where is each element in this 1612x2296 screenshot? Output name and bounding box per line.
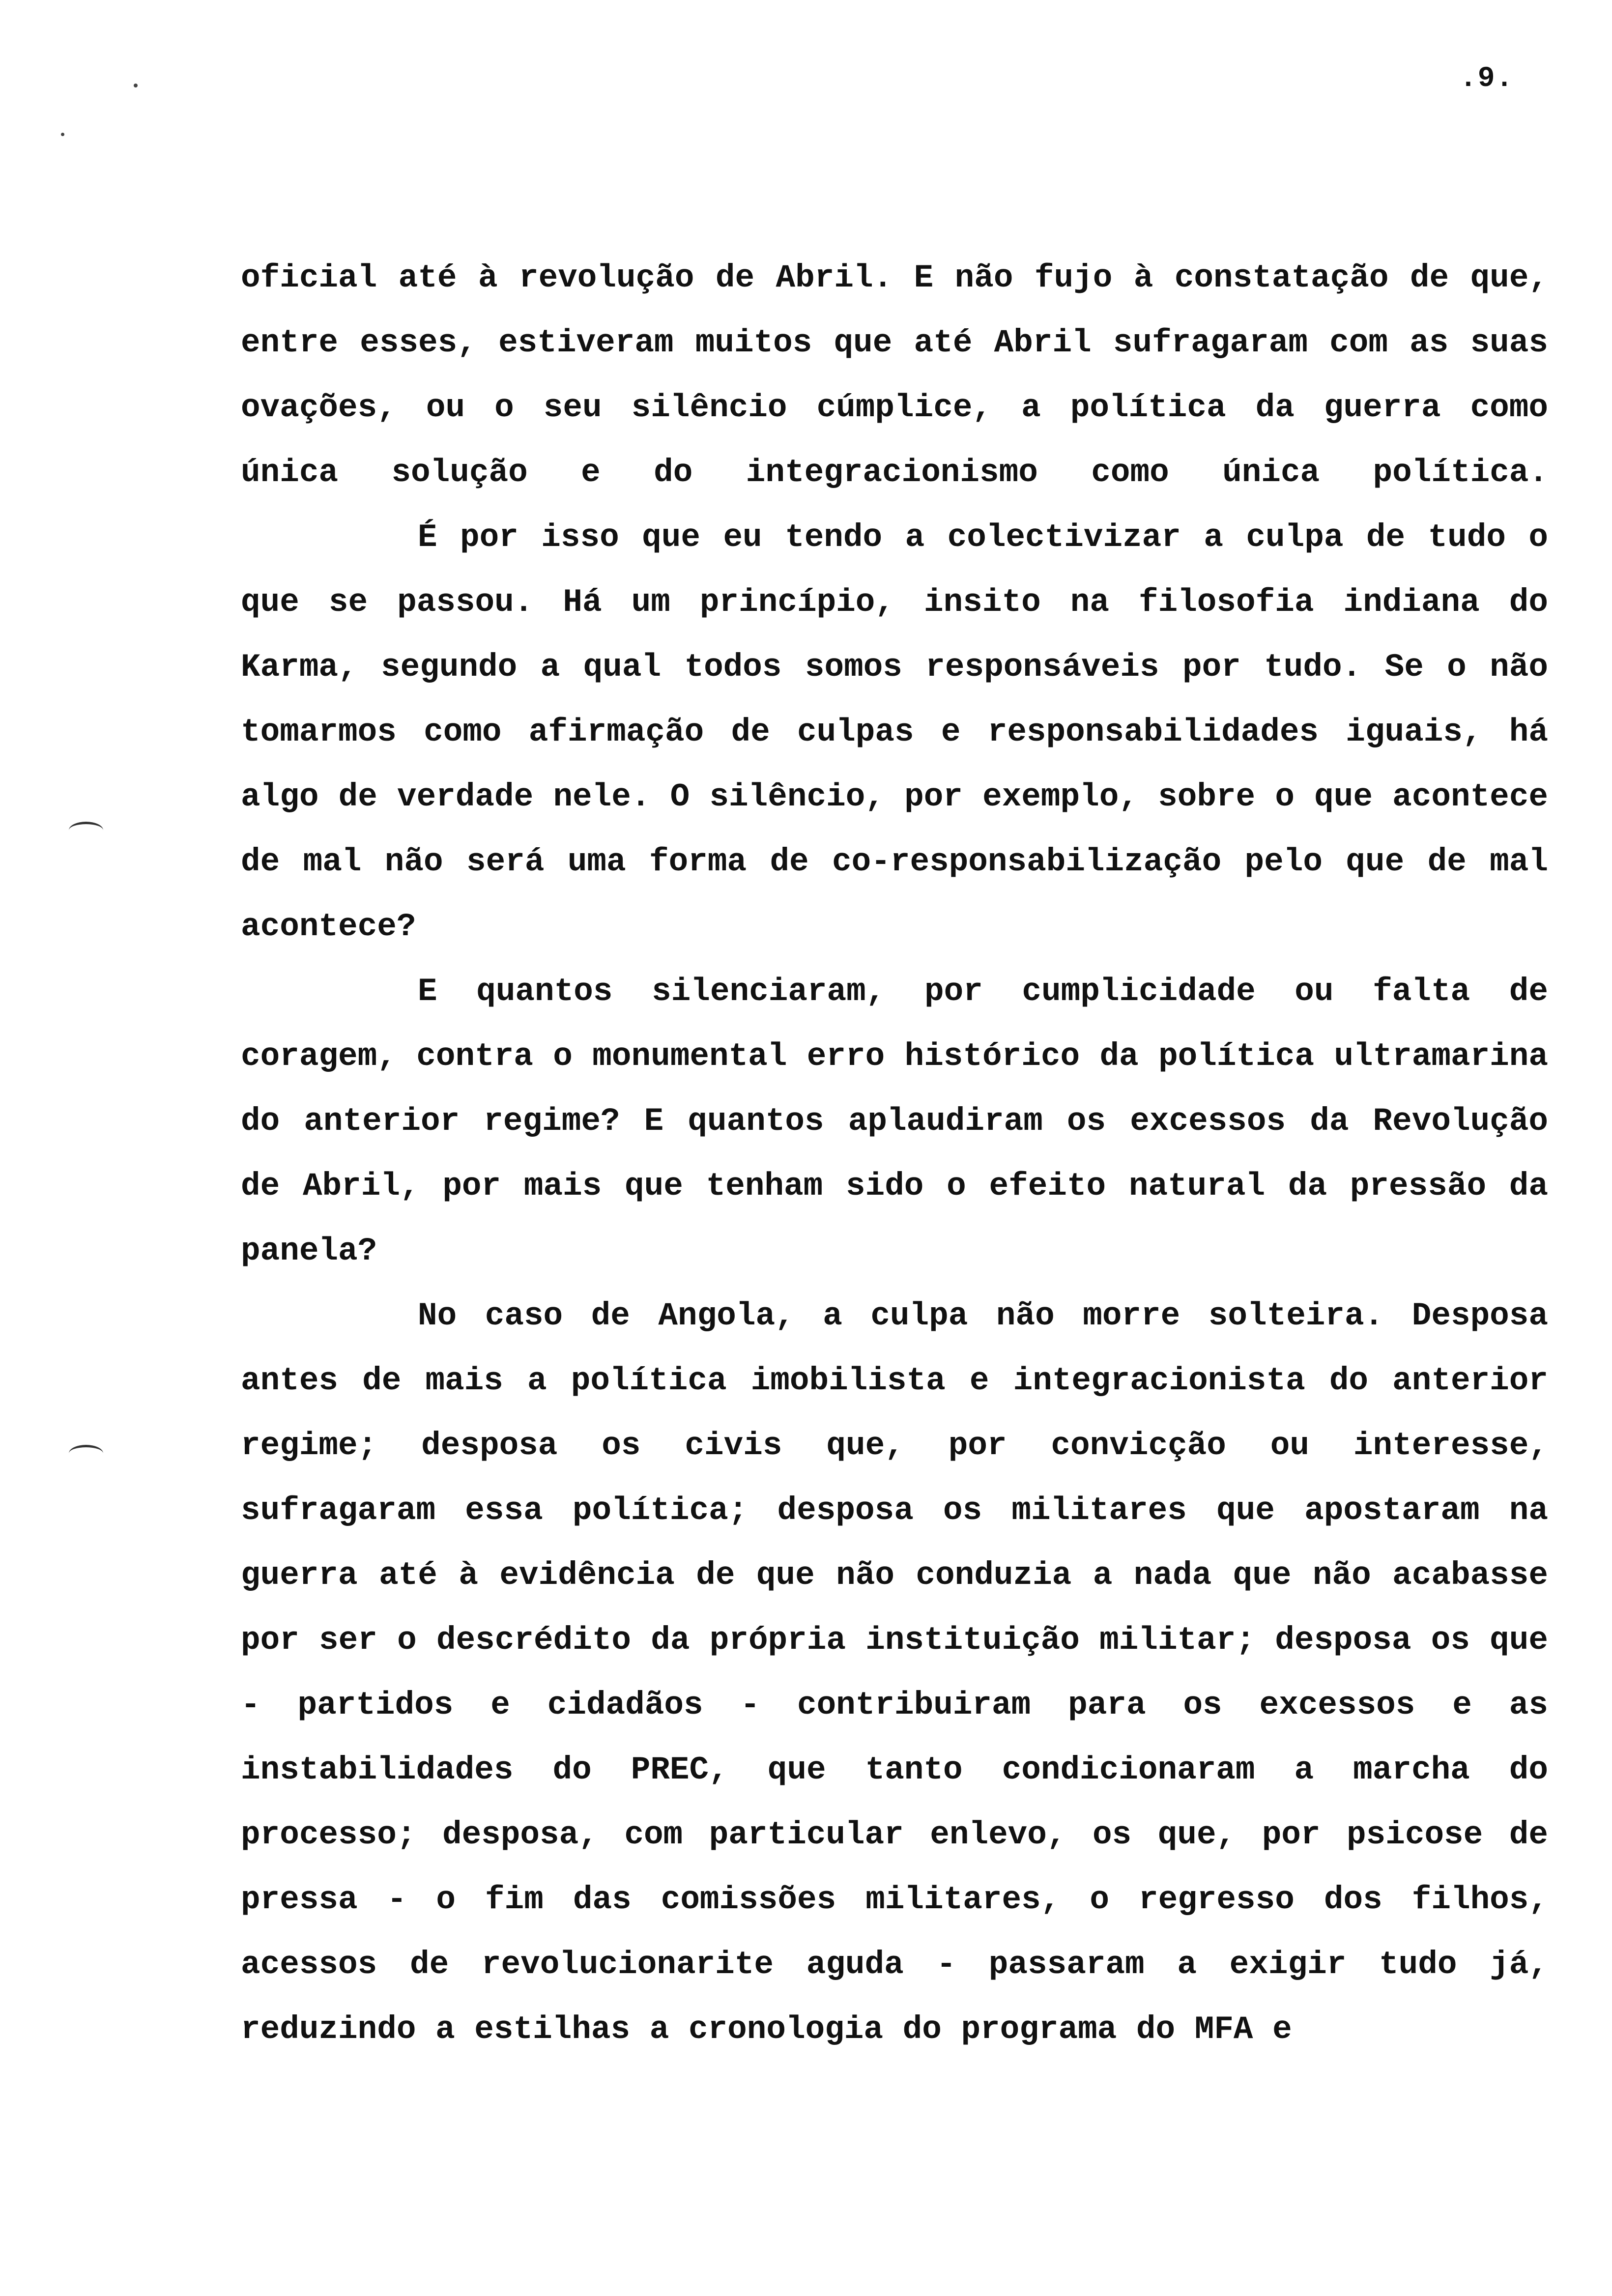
paragraph: No caso de Angola, a culpa não morre solteira. Desposa antes de mais a política imobilista e integracionista do anterior regime; desposa os civis que, por convicção ou interesse, sufragaram essa política; desposa os militares que apostaram na guerra até à evidência de que não conduzia a nada que não acabasse por ser o descrédito da própria instituição militar; desposa os que - partidos e cidadãos - contribuiram para os excessos e as instabilidades do PREC, que tanto condicionaram a marcha do processo; desposa, com particular enlevo, os que, por psicose de pressa - o fim das comissões militares, o regresso dos filhos, acessos de revolucionarite aguda - passaram a exigir tudo já, reduzindo a estilhas a cronologia do programa do MFA e <box>241 1297 1548 2048</box>
page-number: .9. <box>1460 63 1514 95</box>
paragraph: oficial até à revolução de Abril. E não fujo à constatação de que, entre esses, estiveram muitos que até Abril sufragaram com as suas ovações, ou o seu silêncio cúmplice, a política da guerra como única solução e do integracionismo como única política. <box>241 259 1548 491</box>
paragraph: E quantos silenciaram, por cumplicidade ou falta de coragem, contra o monumental erro histórico da política ultramarina do anterior regime? E quantos aplaudiram os excessos da Revolução de Abril, por mais que tenham sido o efeito natural da pressão da panela? <box>241 973 1548 1269</box>
body-text <box>241 246 1548 2062</box>
scan-speck <box>134 84 138 87</box>
scan-speck <box>61 133 64 136</box>
margin-mark <box>69 822 103 839</box>
paragraph: É por isso que eu tendo a colectivizar a culpa de tudo o que se passou. Há um princípio, insito na filosofia indiana do Karma, segundo a qual todos somos responsáveis por tudo. Se o não tomarmos como afirmação de culpas e responsabilidades iguais, há algo de verdade nele. O silêncio, por exemplo, sobre o que acontece de mal não será uma forma de co-responsabilização pelo que de mal acontece? <box>241 519 1548 945</box>
margin-mark <box>69 1445 103 1462</box>
